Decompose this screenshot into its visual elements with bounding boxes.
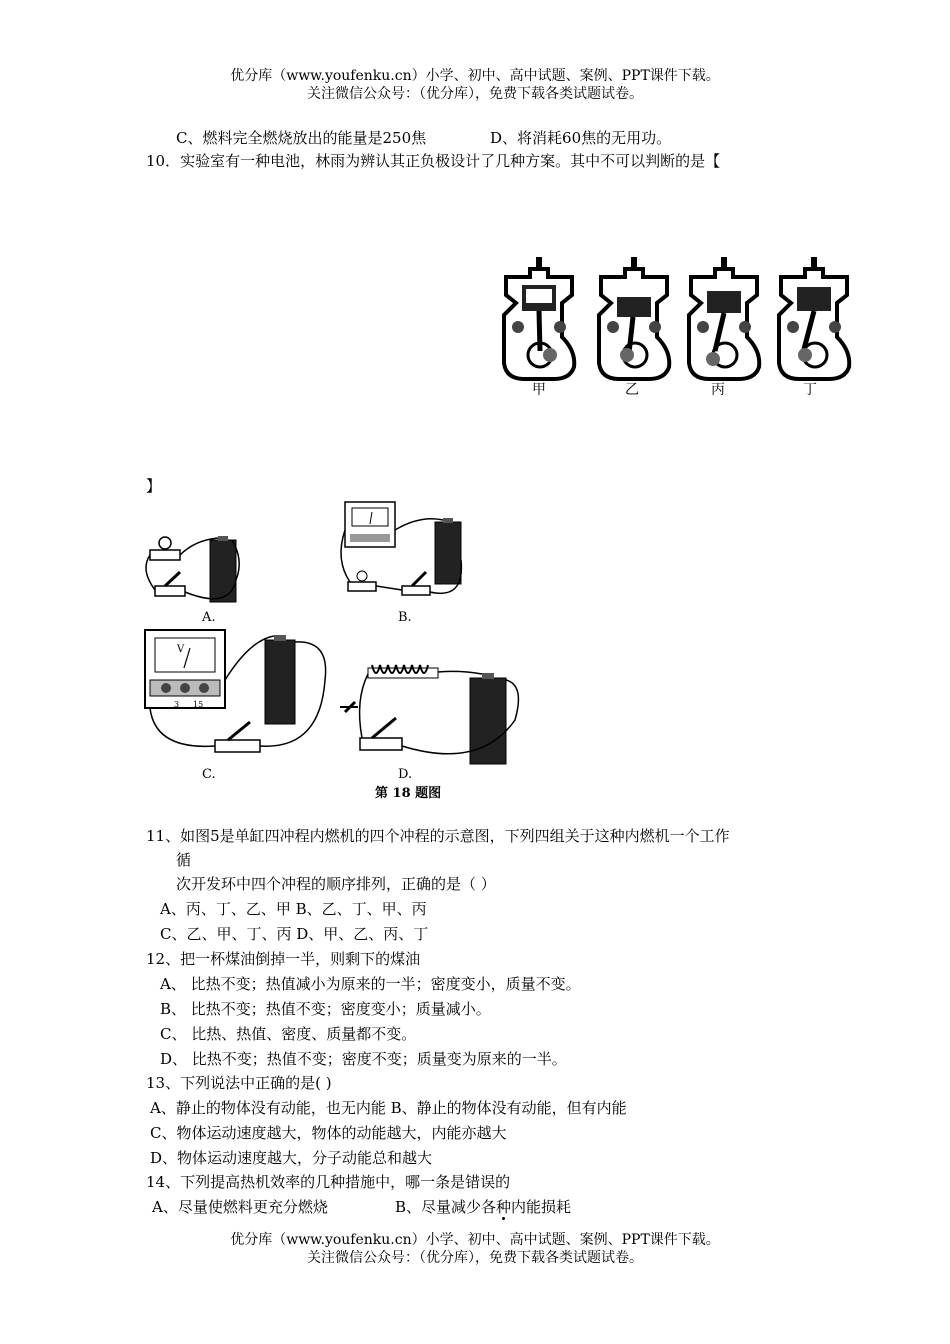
q14-option-b-pre: B、尽量减少各 bbox=[395, 1198, 497, 1216]
q11-options-cd: C、乙、甲、丁、丙 D、甲、乙、丙、丁 bbox=[160, 925, 429, 943]
engine-stroke-yi bbox=[599, 257, 669, 379]
q13-options-ab: A、静止的物体没有动能，也无内能 B、静止的物体没有动能，但有内能 bbox=[150, 1099, 627, 1117]
q12-option-c: C、 比热、热值、密度、质量都不变。 bbox=[160, 1025, 417, 1043]
q10-bracket-close: 】 bbox=[146, 477, 162, 495]
q11-stem-line2: 循 bbox=[176, 851, 192, 869]
q14-stem: 14、下列提高热机效率的几种措施中，哪一条是错误的 bbox=[146, 1173, 511, 1191]
q9-option-d: D、将消耗60焦的无用功。 bbox=[490, 129, 672, 147]
q10-stem: 10．实验室有一种电池，林雨为辨认其正负极设计了几种方案。其中不可以判断的是【 bbox=[146, 152, 721, 170]
q12-option-b: B、 比热不变；热值不变；密度变小；质量减小。 bbox=[160, 1000, 491, 1018]
q11-options-ab: A、丙、丁、乙、甲 B、乙、丁、甲、丙 bbox=[160, 900, 427, 918]
circuit-label-b: B. bbox=[398, 610, 412, 625]
engine-stroke-jia bbox=[504, 257, 574, 379]
voltmeter-terminal-15: 15 bbox=[193, 700, 204, 709]
q9-option-c: C、燃料完全燃烧放出的能量是250焦 bbox=[176, 129, 427, 147]
page-header-line1: 优分库（www.youfenku.cn）小学、初中、高中试题、案例、PPT课件下载。 bbox=[230, 68, 720, 84]
q11-stem-line3: 次开发环中四个冲程的顺序排列，正确的是（ ） bbox=[176, 875, 496, 893]
engine-label-bing: 丙 bbox=[711, 382, 725, 398]
circuit-b bbox=[341, 502, 461, 595]
q12-option-a: A、 比热不变；热值减小为原来的一半；密度变小，质量不变。 bbox=[160, 975, 581, 993]
circuit-label-c: C. bbox=[202, 767, 216, 782]
q12-option-d: D、 比热不变；热值不变；密度不变；质量变为原来的一半。 bbox=[160, 1050, 567, 1068]
q14-option-a: A、尽量使燃料更充分燃烧 bbox=[152, 1198, 328, 1216]
engine-label-ding: 丁 bbox=[803, 382, 817, 398]
circuit-figure bbox=[140, 500, 540, 800]
circuit-label-a: A. bbox=[202, 610, 216, 625]
circuit-a bbox=[146, 536, 239, 602]
q13-stem: 13、下列说法中正确的是( ) bbox=[146, 1074, 332, 1092]
circuit-caption: 第 18 题图 bbox=[375, 786, 442, 801]
q14-option-b-emphasis: 种 bbox=[496, 1198, 512, 1216]
voltmeter-terminal-3: 3 bbox=[174, 700, 180, 709]
page-header-line2: 关注微信公众号：（优分库），免费下载各类试题试卷。 bbox=[307, 86, 643, 102]
engine-stroke-bing bbox=[689, 257, 759, 379]
page-footer-line1: 优分库（www.youfenku.cn）小学、初中、高中试题、案例、PPT课件下载。 bbox=[230, 1232, 720, 1248]
q14-option-b bbox=[395, 1197, 571, 1217]
voltmeter-letter: V bbox=[177, 644, 185, 655]
q12-stem: 12、把一杯煤油倒掉一半，则剩下的煤油 bbox=[146, 950, 421, 968]
q11-stem-line1: 11、如图5是单缸四冲程内燃机的四个冲程的示意图，下列四组关于这种内燃机一个工作 bbox=[146, 827, 730, 845]
q14-option-b-post: 内能损耗 bbox=[511, 1198, 572, 1216]
circuit-c bbox=[145, 630, 326, 752]
q13-option-d: D、物体运动速度越大，分子动能总和越大 bbox=[150, 1149, 433, 1167]
engine-label-jia: 甲 bbox=[532, 382, 546, 398]
engine-stroke-ding bbox=[779, 257, 849, 379]
page-footer-line2: 关注微信公众号：（优分库），免费下载各类试题试卷。 bbox=[307, 1250, 643, 1266]
q13-option-c: C、物体运动速度越大，物体的动能越大，内能亦越大 bbox=[150, 1124, 507, 1142]
circuit-d bbox=[340, 665, 518, 764]
circuit-label-d: D. bbox=[398, 767, 413, 782]
engine-label-yi: 乙 bbox=[625, 382, 639, 398]
